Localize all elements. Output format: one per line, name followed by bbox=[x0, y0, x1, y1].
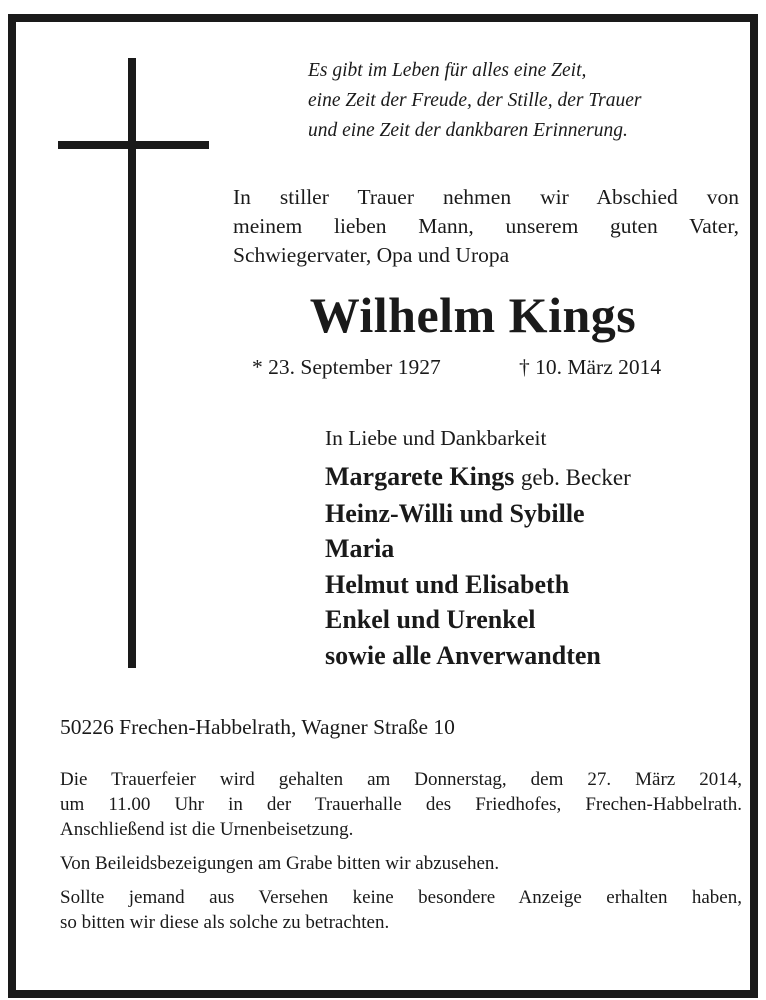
funeral-notes bbox=[60, 767, 742, 935]
funeral-line: um 11.00 Uhr in der Trauerhalle des Friedhofes, Frechen-Habbelrath. bbox=[60, 794, 742, 815]
motto-verse bbox=[308, 56, 641, 146]
mourner-row: sowie alle Anverwandten bbox=[325, 640, 601, 670]
funeral-line: Die Trauerfeier wird gehalten am Donnerstag, dem 27. März 2014, bbox=[60, 769, 742, 790]
motto-line: eine Zeit der Freude, der Stille, der Trauer bbox=[308, 90, 642, 111]
cross-horizontal-bar bbox=[58, 141, 209, 149]
intro-line: In stiller Trauer nehmen wir Abschied von bbox=[233, 185, 739, 209]
notice-line: so bitten wir diese als solche zu betrachten. bbox=[60, 912, 390, 933]
funeral-line: Anschließend ist die Urnenbeisetzung. bbox=[60, 819, 354, 840]
notice-line: Sollte jemand aus Versehen keine besondere Anzeige erhalten haben, bbox=[60, 887, 742, 908]
motto-line: und eine Zeit der dankbaren Erinnerung. bbox=[308, 120, 628, 141]
deceased-name: Wilhelm Kings bbox=[309, 287, 637, 343]
intro-line: Schwiegervater, Opa und Uropa bbox=[233, 243, 510, 267]
condolence-note: Von Beileidsbezeigungen am Grabe bitten wir abzusehen. bbox=[60, 853, 500, 874]
mourner-row: Heinz-Willi und Sybille bbox=[325, 498, 585, 528]
mourners-list bbox=[325, 459, 631, 673]
motto-line: Es gibt im Leben für alles eine Zeit, bbox=[308, 60, 587, 81]
cross-vertical-bar bbox=[128, 58, 136, 668]
intro-text bbox=[233, 183, 739, 270]
mourner-row: Enkel und Urenkel bbox=[325, 605, 536, 634]
widow-name: Margarete Kings bbox=[325, 462, 515, 491]
mourner-row: Maria bbox=[325, 534, 395, 563]
address: 50226 Frechen-Habbelrath, Wagner Straße 10 bbox=[60, 715, 455, 739]
birth-date: * 23. September 1927 bbox=[252, 355, 441, 379]
mourner-row: Helmut und Elisabeth bbox=[325, 569, 570, 599]
death-date: † 10. März 2014 bbox=[519, 355, 662, 379]
mourners-intro: In Liebe und Dankbarkeit bbox=[325, 426, 547, 450]
mourner-widow bbox=[325, 459, 631, 496]
intro-line: meinem lieben Mann, unserem guten Vater, bbox=[233, 214, 739, 238]
widow-maiden-name: geb. Becker bbox=[520, 465, 631, 490]
